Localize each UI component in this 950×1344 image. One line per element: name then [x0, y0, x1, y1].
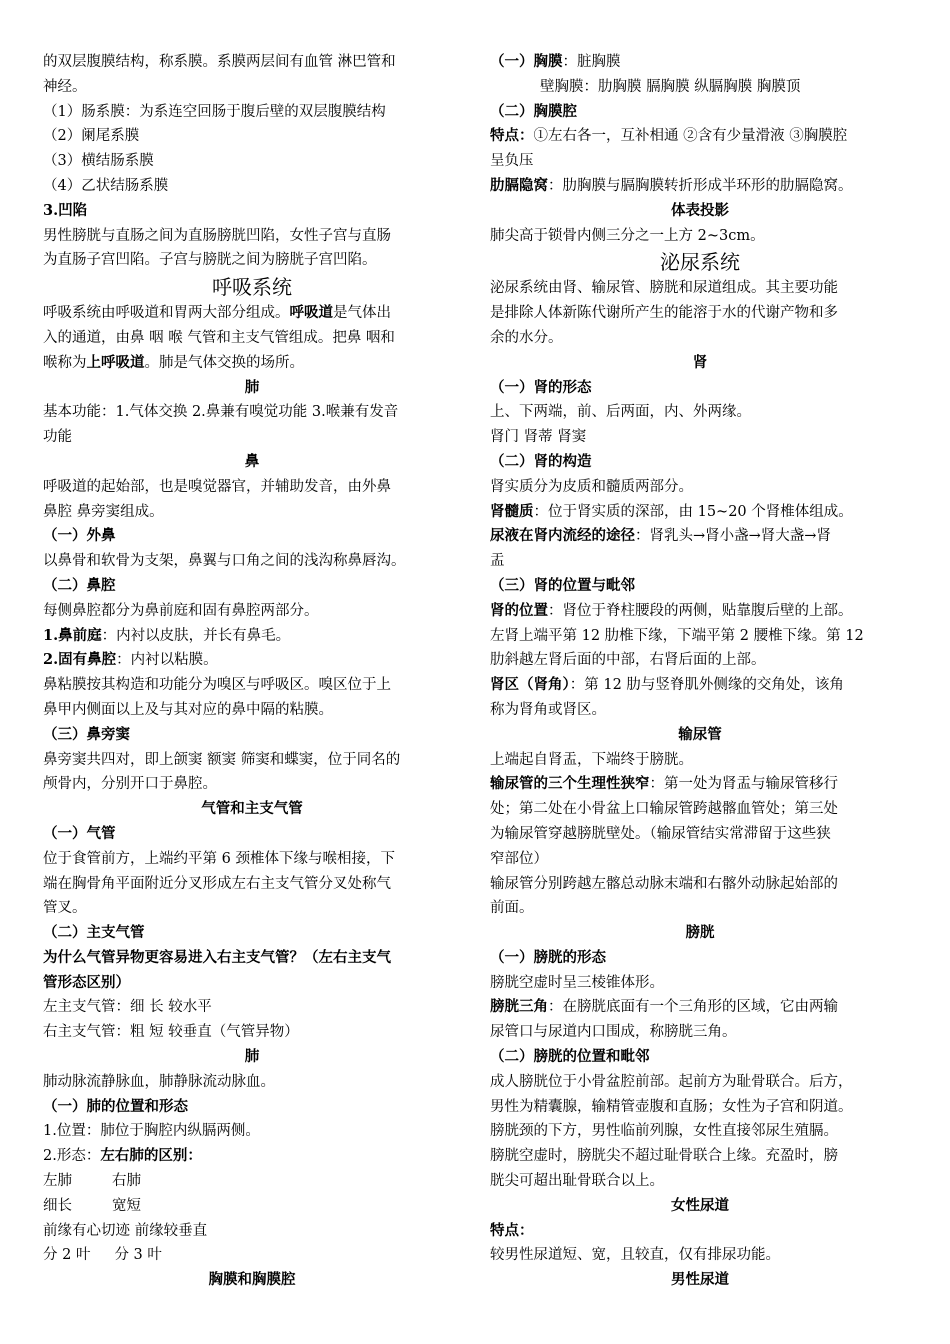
text-span: 是气体出 — [333, 305, 391, 322]
text-span: 2.形态： — [43, 1148, 101, 1165]
text-line: 鼻粘膜按其构造和功能分为嗅区与呼吸区。嗅区位于上 — [43, 677, 391, 694]
text-line: 尿管口与尿道内口围成，称膀胱三角。 — [490, 1024, 737, 1041]
text-line — [490, 500, 910, 525]
text-line — [43, 351, 461, 376]
text-line — [490, 50, 910, 75]
compare-row: 前缘有心切迹 前缘较垂直 — [43, 1222, 208, 1239]
text-line: 肋斜越左肾后面的中部，右肾后面的上部。 — [490, 652, 766, 669]
text-line: 鼻旁窦共四对，即上颌窦 额窦 筛窦和蝶窦，位于同名的 — [43, 751, 401, 768]
bold-term: 肾区（肾角） — [490, 676, 570, 694]
text-line: 管叉。 — [43, 900, 87, 917]
text-line: 盂 — [490, 553, 505, 570]
text-span: ：肋胸膜与膈胸膜转折形成半环形的肋膈隐窝。 — [548, 177, 853, 194]
text-line: 成人膀胱位于小骨盆腔前部。起前方为耻骨联合。后方， — [490, 1073, 853, 1090]
heading-bladder: 膀胱 — [685, 924, 715, 942]
list-item: （4）乙状结肠系膜 — [43, 177, 169, 194]
bold-term: 上呼吸道 — [86, 353, 145, 371]
text-line: 前面。 — [490, 900, 534, 917]
compare-cell: 宽短 — [112, 1197, 141, 1214]
bold-term: 左右肺的区别： — [100, 1147, 202, 1165]
text-span: 。肺是气体交换的场所。 — [144, 354, 304, 371]
bold-term: 肾髓质 — [490, 502, 534, 520]
text-span: ：内衬以皮肤，并长有鼻毛。 — [101, 627, 291, 644]
text-line: 是排除人体新陈代谢所产生的能溶于水的代谢产物和多 — [490, 305, 838, 322]
compare-row — [43, 1169, 461, 1194]
heading-male-urethra: 男性尿道 — [671, 1271, 729, 1289]
text-line: 位于食管前方，上端约平第 6 颈椎体下缘与喉相接，下 — [43, 850, 395, 867]
text-line: 肺动脉流静脉血，肺静脉流动脉血。 — [43, 1073, 275, 1090]
compare-cell: 分 3 叶 — [114, 1247, 162, 1264]
text-line — [490, 772, 910, 797]
text-line: 的双层腹膜结构，称系膜。系膜两层间有血管 淋巴管和 — [43, 54, 396, 70]
text-line: 称为肾角或肾区。 — [490, 701, 606, 718]
bold-term: 呼吸道 — [289, 304, 333, 322]
text-line: 右主支气管：粗 短 较垂直（气管异物） — [43, 1024, 299, 1041]
text-line — [43, 301, 461, 326]
bold-term: 尿液在肾内流经的途径 — [490, 527, 635, 545]
compare-cell: 分 2 叶 — [43, 1247, 91, 1264]
heading-kidney: 肾 — [692, 353, 708, 371]
heading-trachea: 气管和主支气管 — [201, 800, 303, 818]
text-span: ：内衬以粘膜。 — [116, 652, 218, 669]
text-line: 为输尿管穿越膀胱壁处。（输尿管结实常滞留于这些狭 — [490, 825, 831, 842]
bold-term: 2.固有鼻腔 — [43, 651, 117, 669]
text-span: ：在膀胱底面有一个三角形的区域，它由两输 — [548, 999, 838, 1016]
text-line: 肺尖高于锁骨内侧三分之一上方 2~3cm。 — [490, 227, 765, 244]
heading-female-urethra: 女性尿道 — [671, 1196, 729, 1214]
text-line: 1.位置：肺位于胸腔内纵膈两侧。 — [43, 1123, 260, 1140]
text-line: 端在胸骨角平面附近分叉形成左右主支气管分叉处称气 — [43, 875, 391, 892]
heading-lung-2: 肺 — [244, 1048, 260, 1066]
text-line: 呈负压 — [490, 153, 534, 170]
text-line — [490, 599, 910, 624]
list-item: （1）肠系膜：为系连空回肠于腹后壁的双层腹膜结构 — [43, 103, 386, 120]
text-line: 余的水分。 — [490, 329, 563, 346]
compare-cell: 细长 — [43, 1197, 72, 1214]
compare-cell: 左肺 — [43, 1173, 72, 1190]
compare-cell: 右肺 — [112, 1173, 141, 1190]
text-line: 泌尿系统由肾、输尿管、膀胱和尿道组成。其主要功能 — [490, 280, 838, 297]
text-line: 肾实质分为皮质和髓质两部分。 — [490, 478, 693, 495]
bold-term: （一）胸膜 — [490, 53, 563, 70]
subheading: （二）膀胱的位置和毗邻 — [490, 1048, 650, 1066]
bold-term: 肾的位置 — [490, 601, 548, 619]
text-line — [43, 624, 461, 649]
text-line: 左肾上端平第 12 肋椎下缘，下端平第 2 腰椎下缘。第 12 — [490, 627, 864, 644]
text-line: 膀胱空虚时，膀胱尖不超过耻骨联合上缘。充盈时，膀 — [490, 1148, 838, 1165]
subheading: （一）肾的形态 — [490, 378, 592, 396]
text-line — [43, 648, 461, 673]
question-line: 为什么气管异物更容易进入右主支气管？（左右主支气 — [43, 948, 391, 966]
text-line — [43, 1144, 461, 1169]
left-column — [43, 50, 461, 1293]
bold-term: 肋膈隐窝 — [490, 176, 548, 194]
text-line: 男性为精囊腺，输精管壶腹和直肠；女性为子宫和阴道。 — [490, 1098, 853, 1115]
bold-term: 膀胱三角 — [490, 998, 548, 1016]
text-line: 入的通道，由鼻 咽 喉 气管和主支气管组成。把鼻 咽和 — [43, 329, 395, 346]
subheading: （二）主支气管 — [43, 924, 145, 942]
text-line: 为直肠子宫凹陷。子宫与膀胱之间为膀胱子宫凹陷。 — [43, 252, 377, 269]
text-line — [490, 174, 910, 199]
text-line: 上端起自肾盂，下端终于膀胱。 — [490, 751, 693, 768]
text-line: 男性膀胱与直肠之间为直肠膀胱凹陷，女性子宫与直肠 — [43, 227, 391, 244]
subheading: （一）肺的位置和形态 — [43, 1097, 188, 1115]
text-span: ①左右各一，互补相通 ②含有少量滑液 ③胸膜腔 — [533, 128, 848, 145]
subheading: （二）鼻腔 — [43, 576, 116, 594]
text-span: ：脏胸膜 — [562, 54, 621, 70]
text-line: 神经。 — [43, 78, 87, 95]
text-span: 喉称为 — [43, 354, 87, 371]
heading-ureter: 输尿管 — [678, 725, 722, 743]
text-span: ：肾位于脊柱腰段的两侧，贴靠腹后壁的上部。 — [548, 602, 853, 619]
heading-surface: 体表投影 — [671, 201, 729, 219]
text-line — [490, 995, 910, 1020]
bold-term: 1.鼻前庭 — [43, 626, 102, 644]
text-line: 上、下两端，前、后两面，内、外两缘。 — [490, 404, 751, 421]
compare-row — [43, 1243, 461, 1268]
text-span: ：位于肾实质的深部，由 15~20 个肾椎体组成。 — [533, 503, 853, 520]
text-line: 基本功能：1.气体交换 2.鼻兼有嗅觉功能 3.喉兼有发音 — [43, 404, 399, 421]
text-line — [490, 673, 910, 698]
text-line: 鼻甲内侧面以上及与其对应的鼻中隔的粘膜。 — [43, 701, 333, 718]
section-title-urinary: 泌尿系统 — [660, 250, 740, 275]
text-line: 左主支气管：细 长 较水平 — [43, 999, 212, 1016]
text-line: 胱尖可超出耻骨联合以上。 — [490, 1173, 664, 1190]
bold-term: 特点： — [490, 127, 534, 145]
text-line: 输尿管分别跨越左髂总动脉末端和右髂外动脉起始部的 — [490, 875, 838, 892]
subheading: （一）气管 — [43, 824, 116, 842]
text-line: 功能 — [43, 429, 72, 446]
text-line: 窄部位） — [490, 850, 548, 867]
subheading: （二）胸膜腔 — [490, 102, 577, 120]
text-line: 肾门 肾蒂 肾窦 — [490, 429, 587, 446]
heading-nose: 鼻 — [244, 452, 260, 470]
list-item: （3）横结肠系膜 — [43, 153, 154, 170]
subheading: （一）膀胱的形态 — [490, 948, 606, 966]
text-span: ：第一处为肾盂与输尿管移行 — [649, 776, 838, 793]
text-line: 膀胱空虚时呈三棱锥体形。 — [490, 974, 664, 991]
text-span: 呼吸系统由呼吸道和胃两大部分组成。 — [43, 305, 290, 322]
text-line — [490, 524, 910, 549]
text-line: 颅骨内，分别开口于鼻腔。 — [43, 776, 217, 793]
text-line: 每侧鼻腔都分为鼻前庭和固有鼻腔两部分。 — [43, 602, 319, 619]
text-span: ：第 12 肋与竖脊肌外侧缘的交角处，该角 — [569, 677, 844, 694]
list-item: （2）阑尾系膜 — [43, 128, 140, 145]
text-line — [490, 124, 910, 149]
heading-pleura: 胸膜和胸膜腔 — [208, 1271, 296, 1289]
text-line: 处；第二处在小骨盆上口输尿管跨越髂血管处；第三处 — [490, 801, 838, 818]
text-line: 壁胸膜：肋胸膜 膈胸膜 纵膈胸膜 胸膜顶 — [540, 78, 801, 95]
text-line: 鼻腔 鼻旁窦组成。 — [43, 503, 164, 520]
bold-term: 输尿管的三个生理性狭窄 — [490, 775, 650, 793]
compare-row — [43, 1194, 461, 1219]
text-line: 以鼻骨和软骨为支架，鼻翼与口角之间的浅沟称鼻唇沟。 — [43, 553, 406, 570]
subheading: （三）鼻旁窦 — [43, 725, 130, 743]
heading-lung: 肺 — [244, 378, 260, 396]
text-line: 呼吸道的起始部，也是嗅觉器官，并辅助发音，由外鼻 — [43, 478, 391, 495]
text-line: 膀胱颈的下方，男性临前列腺，女性直接邻尿生殖膈。 — [490, 1123, 838, 1140]
text-line: 较男性尿道短、宽，且较直，仅有排尿功能。 — [490, 1247, 780, 1264]
subheading: （二）肾的构造 — [490, 452, 592, 470]
text-span: ：肾乳头→肾小盏→肾大盏→肾 — [635, 528, 831, 545]
subheading: 3.凹陷 — [43, 201, 88, 219]
section-title-respiratory: 呼吸系统 — [212, 275, 292, 300]
right-column — [490, 50, 910, 1293]
subheading: 特点： — [490, 1221, 534, 1239]
question-line: 管形态区别） — [43, 973, 130, 991]
subheading: （三）肾的位置与毗邻 — [490, 576, 635, 594]
subheading: （一）外鼻 — [43, 527, 116, 545]
